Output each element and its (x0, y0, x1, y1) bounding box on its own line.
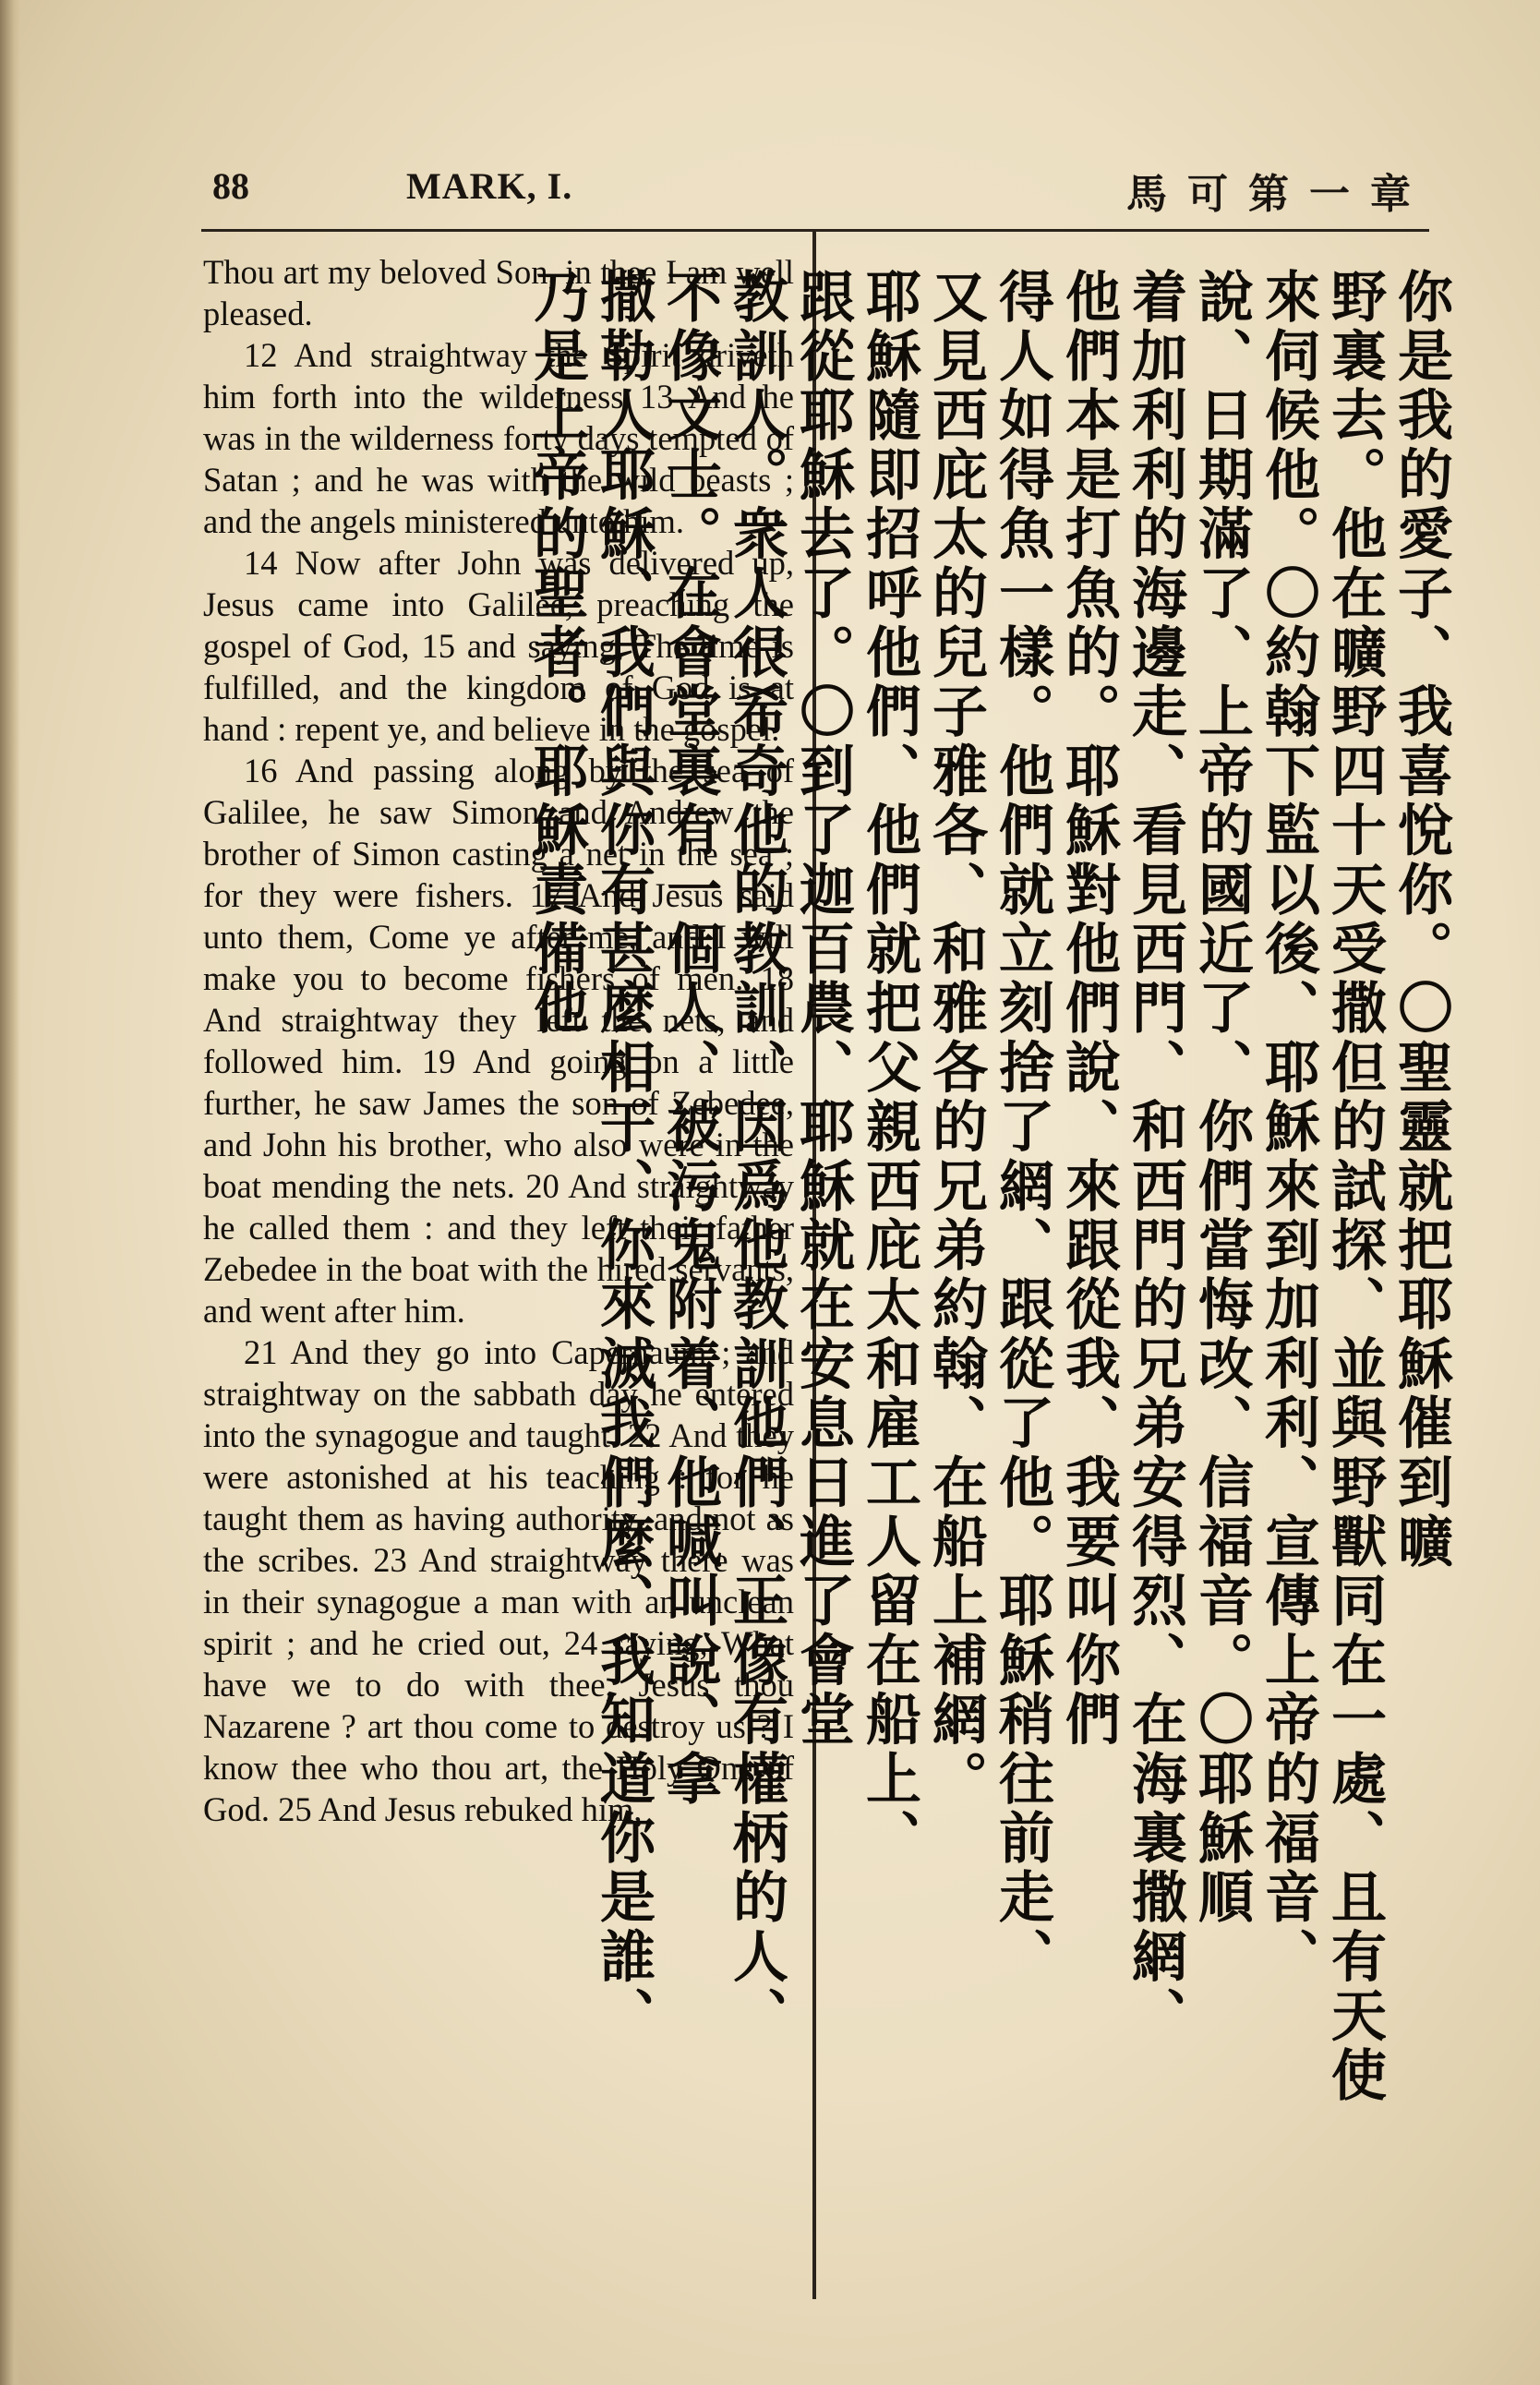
chinese-line: 乃是上帝的聖者。耶穌責備他 (524, 268, 589, 1039)
chinese-line: 撒勒人耶穌、我們與你有甚麼相干、你來滅我們麼、我知道你是誰、 (591, 268, 656, 2046)
chinese-running-head: 馬可第一章 (1126, 171, 1431, 218)
chinese-line: 又見西庇太的兒子雅各、和雅各的兄弟約翰、在船上補網。 (923, 268, 988, 1810)
chinese-line: 野裏去。他在曠野四十天受撒但的試探、並與野獸同在一處、且有天使 (1322, 268, 1387, 2106)
english-paragraph: 16 And passing along by the sea of Galilee, he saw Simon and Andrew the brother of Simon casting a net in the sea ; for they were fishers. 17 And Jesus said unto them, Come ye after me, and I will make you to become fishers of men. 18 And straightway they left the nets, and followed him. 19 And going on a little further, he saw James the son of Zebedee, and John his brother, who also were in the boat mending the nets. 20 And straightway he called them : and they left their father Zebedee in the boat with the hired servants, and went after him. (203, 752, 794, 1330)
chinese-line: 教訓人。衆人很希奇他的教訓、因爲他教訓他們、正像有權柄的人、 (724, 268, 788, 2046)
english-paragraph: 21 And they go into Capernaum ; and straightway on the sabbath day he entered into the synagogue and taught. 22 And they were astonished at his teaching : for he taught them as having authority, and not as the scribes. 23 And straightway there was in their synagogue a man with an unclean spirit ; and he cried out, 24 saying, What have we to do with thee, Jesus thou Nazarene ? art thou come to destroy us ? I know thee who thou art, the Holy One of God. 25 And Jesus rebuked him, (203, 1333, 794, 1828)
page-edge-shadow (0, 0, 20, 2385)
english-paragraph: Thou art my beloved Son, in thee I am well pleased. (203, 253, 794, 332)
english-paragraph: 14 Now after John was delivered up, Jesus came into Galilee, preaching the gospel of God, 15 and saying, The time is fulfilled, and the kingdom of God is at hand : repent ye, and believe in the gospel. (203, 544, 794, 748)
page-number: 88 (212, 165, 249, 207)
chinese-text-column (524, 268, 1454, 2290)
page-header (203, 157, 1431, 222)
chinese-line: 着加利利的海邊走、看見西門、和西門的兄弟安得烈、在海裏撒網、 (1123, 268, 1187, 2046)
chinese-line: 他們本是打魚的。耶穌對他們說、來跟從我、我要叫你們 (1056, 268, 1121, 1750)
chinese-line: 耶穌隨即招呼他們、他們就把父親西庇太和雇工人留在船上、 (857, 268, 921, 1869)
chinese-line: 得人如得魚一樣。他們就立刻捨了網、跟從了他。耶穌稍往前走、 (990, 268, 1054, 1987)
chinese-line: 你是我的愛子、我喜悅你。〇聖靈就把耶穌催到曠 (1389, 268, 1453, 1572)
chinese-line: 來伺候他。〇約翰下監以後、耶穌來到加利利、宣傳上帝的福音、 (1256, 268, 1320, 1987)
chinese-line: 不像文士。在會堂裏有一個人、被污鬼附着、他喊叫說、拿 (657, 268, 722, 1810)
running-head: MARK, I. (406, 165, 573, 207)
chinese-line: 跟從耶穌去了。〇到了迦百農、耶穌就在安息日進了會堂 (790, 268, 855, 1750)
chinese-line: 說、日期滿了、上帝的國近了、你們當悔改、信福音。〇耶穌順 (1189, 268, 1254, 1928)
english-paragraph: 12 And straightway the Spirit driveth him forth into the wilderness 13 And he was in the wilderness forty days tempted of Satan ; and he was with the wild beasts ; and the angels ministered unto him. (203, 336, 794, 540)
